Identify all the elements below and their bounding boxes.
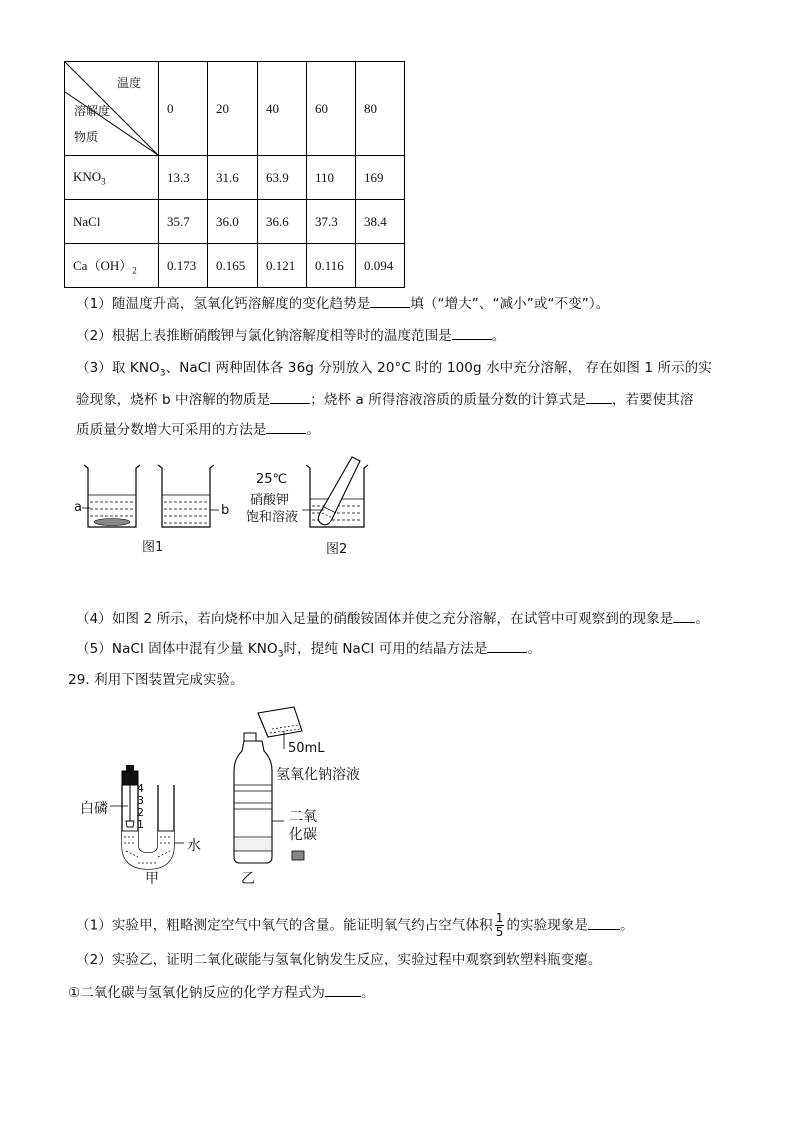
answer-blank[interactable] bbox=[588, 917, 620, 930]
table-cell: 35.7 bbox=[159, 200, 208, 244]
answer-blank[interactable] bbox=[586, 391, 612, 404]
table-cell: 0.121 bbox=[258, 244, 307, 288]
answer-blank[interactable] bbox=[266, 421, 306, 434]
beaker-a-label: a bbox=[74, 500, 82, 515]
q28-part4: （4）如图 2 所示，若向烧杯中加入足量的硝酸铵固体并使之充分溶解，在试管中可观察到的现象是 。 bbox=[76, 611, 709, 627]
beaker-a bbox=[84, 465, 140, 527]
q28-part3-line2: 验现象，烧杯 b 中溶解的物质是 ；烧杯 a 所得溶液溶质的质量分数的计算式是 ，若要使其溶 bbox=[76, 392, 694, 408]
table-row-kno3 bbox=[65, 156, 405, 200]
table-diagonal-header bbox=[65, 62, 159, 156]
fig2-temp-label: 25℃ bbox=[256, 472, 288, 487]
tube-mark-4: 4 bbox=[137, 782, 144, 795]
answer-blank[interactable] bbox=[325, 984, 361, 997]
beaker-b bbox=[158, 465, 214, 527]
substance-nacl: NaCl bbox=[65, 200, 159, 244]
figure-2-caption: 图2 bbox=[326, 542, 348, 557]
table-cell: 0.173 bbox=[159, 244, 208, 288]
table-row-caoh2 bbox=[65, 244, 405, 288]
naoh-label: 氢氧化钠溶液 bbox=[276, 767, 360, 783]
q29-part2-sub1: ①二氧化碳与氢氧化钠反应的化学方程式为 。 bbox=[68, 985, 375, 1001]
temp-header-60: 60 bbox=[307, 62, 356, 156]
table-cell: 36.6 bbox=[258, 200, 307, 244]
table-cell: 110 bbox=[307, 156, 356, 200]
table-row-nacl bbox=[65, 200, 405, 244]
tube-mark-2: 2 bbox=[137, 806, 144, 819]
substance-kno3: $KNO_3$ bbox=[65, 156, 159, 200]
fraction-one-fifth: $\frac{1}{5}$ bbox=[495, 911, 504, 939]
table-cell: 0.094 bbox=[356, 244, 405, 288]
table-cell: 169 bbox=[356, 156, 405, 200]
beaker-b-label: b bbox=[221, 503, 230, 518]
answer-blank[interactable] bbox=[270, 391, 310, 404]
figure-1-caption: 图1 bbox=[142, 540, 164, 555]
answer-blank[interactable] bbox=[487, 640, 527, 653]
diag-label-substance: 物质 bbox=[74, 130, 99, 144]
table-cell: 13.3 bbox=[159, 156, 208, 200]
temp-header-20: 20 bbox=[208, 62, 258, 156]
q28-part5: （5）NaCl 固体中混有少量 $KNO_3$时，提纯 NaCl 可用的结晶方法是 。 bbox=[76, 641, 542, 660]
table-cell: 36.0 bbox=[208, 200, 258, 244]
fig2-solution-line1: 硝酸钾 bbox=[250, 493, 290, 508]
q29-part2: （2）实验乙，证明二氧化碳能与氢氧化钠发生反应，实验过程中观察到软塑料瓶变瘪。 bbox=[76, 952, 602, 968]
plastic-bottle bbox=[234, 733, 272, 863]
temp-header-0: 0 bbox=[159, 62, 208, 156]
pouring-beaker bbox=[258, 707, 302, 737]
table-cell: 0.165 bbox=[208, 244, 258, 288]
tube-mark-3: 3 bbox=[137, 794, 144, 807]
solubility-table bbox=[64, 61, 405, 288]
table-cell: 31.6 bbox=[208, 156, 258, 200]
substance-caoh2: $Ca(OH)_2$ bbox=[65, 244, 159, 288]
q28-part2: （2）根据上表推断硝酸钾与氯化钠溶解度相等时的温度范围是 。 bbox=[76, 328, 506, 344]
figure-jia-caption: 甲 bbox=[145, 871, 159, 887]
figure-jia bbox=[98, 765, 208, 875]
temp-header-80: 80 bbox=[356, 62, 405, 156]
q28-part3-line3: 质质量分数增大可采用的方法是 。 bbox=[76, 422, 321, 438]
white-phosphorus-label: 白磷 bbox=[80, 801, 108, 817]
temp-header-40: 40 bbox=[258, 62, 307, 156]
figure-yi-caption: 乙 bbox=[241, 871, 255, 887]
co2-label-line1: 二氧 bbox=[289, 809, 317, 825]
q29-part1: （1）实验甲，粗略测定空气中氧气的含量。能证明氧气约占空气体积 $\frac{1}{5}$ 的实验现象是 。 bbox=[76, 911, 634, 939]
answer-blank[interactable] bbox=[452, 327, 492, 340]
volume-label: 50mL bbox=[288, 741, 325, 756]
test-tube bbox=[318, 457, 360, 525]
table-cell: 37.3 bbox=[307, 200, 356, 244]
fig2-solution-line2: 饱和溶液 bbox=[246, 510, 299, 525]
answer-blank[interactable] bbox=[673, 610, 695, 623]
tube-mark-1: 1 bbox=[137, 818, 144, 831]
q28-part1: （1）随温度升高，氢氧化钙溶解度的变化趋势是 填（“增大”、“减小”或“不变”）。 bbox=[76, 296, 610, 312]
diag-label-temperature: 温度 bbox=[117, 76, 142, 90]
answer-blank[interactable] bbox=[370, 295, 410, 308]
table-cell: 0.116 bbox=[307, 244, 356, 288]
figure-yi bbox=[228, 705, 348, 865]
diag-label-solubility: 溶解度 bbox=[74, 104, 111, 118]
water-label: 水 bbox=[187, 838, 201, 854]
table-cell: 38.4 bbox=[356, 200, 405, 244]
q29-title: 29. 利用下图装置完成实验。 bbox=[68, 672, 244, 688]
co2-label-line2: 化碳 bbox=[289, 827, 317, 843]
q28-part3-line1: （3）取 $KNO_3$、NaCl 两种固体各 36g 分别放入 20°C 时的 100g 水中充分溶解， 存在如图 1 所示的实 bbox=[76, 360, 712, 379]
table-cell: 63.9 bbox=[258, 156, 307, 200]
